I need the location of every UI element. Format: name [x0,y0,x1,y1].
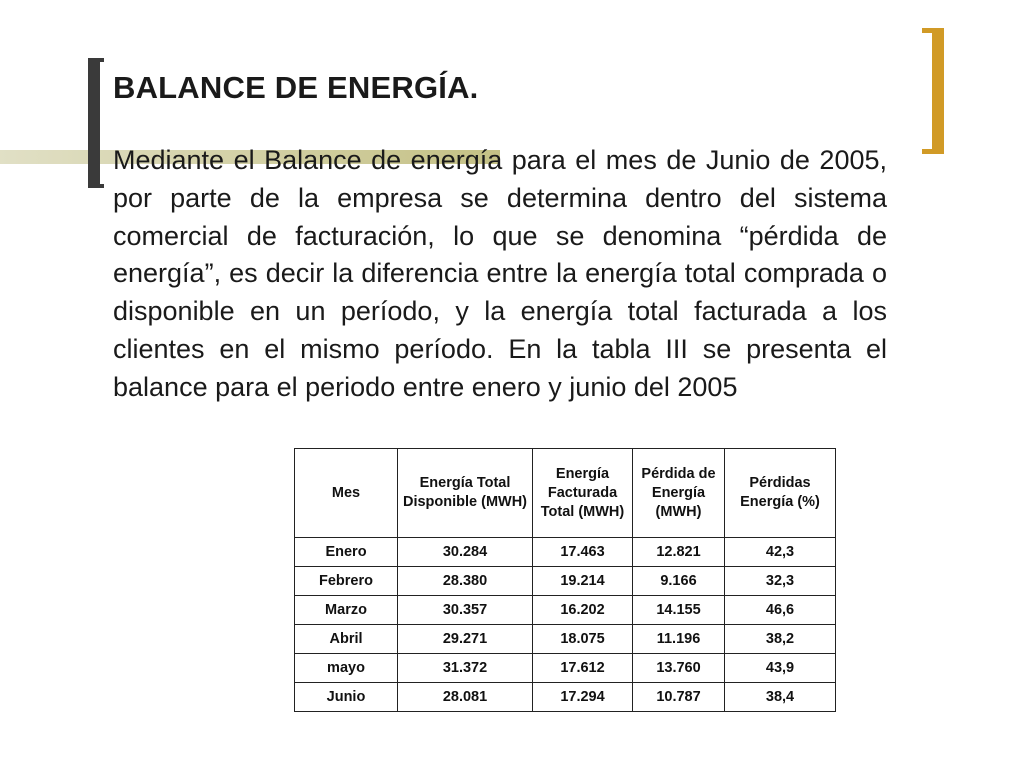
cell-perdida: 14.155 [633,596,725,625]
header-energia-facturada-total: Energía Facturada Total (MWH) [533,449,633,538]
table-row [295,538,836,567]
cell-mes: Febrero [295,567,398,596]
header-mes: Mes [295,449,398,538]
cell-disponible: 30.357 [398,596,533,625]
cell-disponible: 29.271 [398,625,533,654]
cell-mes: Enero [295,538,398,567]
header-perdida-energia: Pérdida de Energía (MWH) [633,449,725,538]
cell-porcentaje: 38,2 [725,625,836,654]
table-row [295,625,836,654]
left-bracket-decoration [88,58,104,188]
cell-mes: Marzo [295,596,398,625]
cell-mes: mayo [295,654,398,683]
cell-porcentaje: 42,3 [725,538,836,567]
cell-facturada: 18.075 [533,625,633,654]
cell-mes: Abril [295,625,398,654]
cell-porcentaje: 38,4 [725,683,836,712]
cell-perdida: 13.760 [633,654,725,683]
cell-facturada: 17.294 [533,683,633,712]
table-row [295,596,836,625]
cell-disponible: 31.372 [398,654,533,683]
cell-facturada: 19.214 [533,567,633,596]
cell-perdida: 11.196 [633,625,725,654]
header-perdidas-porcentaje: Pérdidas Energía (%) [725,449,836,538]
table-header-row [295,449,836,538]
cell-facturada: 17.463 [533,538,633,567]
cell-disponible: 28.081 [398,683,533,712]
cell-disponible: 28.380 [398,567,533,596]
cell-perdida: 9.166 [633,567,725,596]
cell-perdida: 10.787 [633,683,725,712]
slide-title: BALANCE DE ENERGÍA. [113,70,479,105]
cell-porcentaje: 32,3 [725,567,836,596]
cell-disponible: 30.284 [398,538,533,567]
cell-porcentaje: 46,6 [725,596,836,625]
cell-porcentaje: 43,9 [725,654,836,683]
cell-facturada: 17.612 [533,654,633,683]
energy-balance-table [294,448,836,712]
cell-perdida: 12.821 [633,538,725,567]
header-energia-total-disponible: Energía Total Disponible (MWH) [398,449,533,538]
table-row [295,654,836,683]
table-row [295,683,836,712]
right-bracket-decoration [922,28,944,154]
cell-facturada: 16.202 [533,596,633,625]
cell-mes: Junio [295,683,398,712]
table-row [295,567,836,596]
slide-body-paragraph: Mediante el Balance de energía para el mes de Junio de 2005, por parte de la empresa se determina dentro del sistema comercial de facturación, lo que se denomina “pérdida de energía”, es decir la diferencia entre la energía total comprada o disponible en un período, y la energía total facturada a los clientes en el mismo período. En la tabla III se presenta el balance para el periodo entre enero y junio del 2005 [113,145,887,402]
